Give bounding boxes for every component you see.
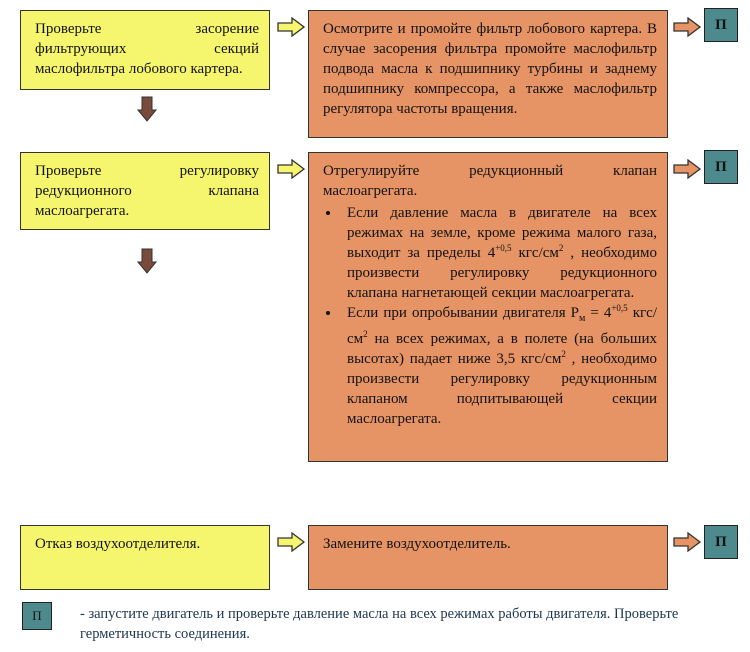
action-text: Осмотрите и промойте фильтр лобового картера. В случае засорения фильтра промойте маслофильтр подвода масла к подшипнику турбины и заднему подшипнику компрессора, а также маслофильтр регулятора частоты вращения. bbox=[323, 21, 657, 117]
legend-marker: П bbox=[22, 602, 52, 630]
action-box-filter bbox=[308, 10, 668, 138]
legend-text: - запустите двигатель и проверьте давление масла на всех режимах работы двигателя. Проверьте герметичность соединения. bbox=[80, 606, 679, 642]
right-arrow-icon bbox=[673, 17, 701, 37]
check-text: Отказ воздухоотделителя. bbox=[35, 536, 201, 552]
check-box-filter bbox=[20, 10, 270, 90]
right-arrow-icon bbox=[673, 532, 701, 552]
action-bullet: • Если при опробывании двигателя $P_м = 4^{+0,5}$ кгс/$см^2$ на всех режимах, а в полете (на больших высотах) падает ниже 3,5 кгс/$см^2$ , необходимо произвести регулировку редукционным клапаном подпитывающей секции маслоагрегата. bbox=[341, 303, 657, 429]
check-text: Проверьте засорение фильтрующих секций маслофильтра лобового картера. bbox=[35, 21, 259, 77]
action-box-deaerator bbox=[308, 525, 668, 590]
procedure-marker: П bbox=[704, 150, 738, 184]
check-box-valve bbox=[20, 152, 270, 230]
action-bullet-list bbox=[323, 203, 657, 429]
down-arrow-icon bbox=[137, 248, 157, 274]
procedure-marker: П bbox=[704, 525, 738, 559]
right-arrow-icon bbox=[673, 159, 701, 179]
check-box-deaerator bbox=[20, 525, 270, 590]
action-text: Замените воздухоотделитель. bbox=[323, 536, 511, 552]
action-box-valve bbox=[308, 152, 668, 462]
right-arrow-icon bbox=[277, 532, 305, 552]
action-intro: Отрегулируйте редукционный клапан маслоагрегата. bbox=[323, 163, 657, 199]
check-text: Проверьте регулировку редукционного клапана маслоагрегата. bbox=[35, 163, 259, 219]
procedure-marker: П bbox=[704, 8, 738, 42]
right-arrow-icon bbox=[277, 17, 305, 37]
right-arrow-icon bbox=[277, 159, 305, 179]
action-bullet: • Если давление масла в двигателе на всех режимах на земле, кроме режима малого газа, выходит за пределы $4^{+0,5}$ кгс/$см^2$ , необходимо произвести регулировку редукционного клапана нагнетающей секции маслоагрегата. bbox=[341, 203, 657, 303]
down-arrow-icon bbox=[137, 96, 157, 122]
